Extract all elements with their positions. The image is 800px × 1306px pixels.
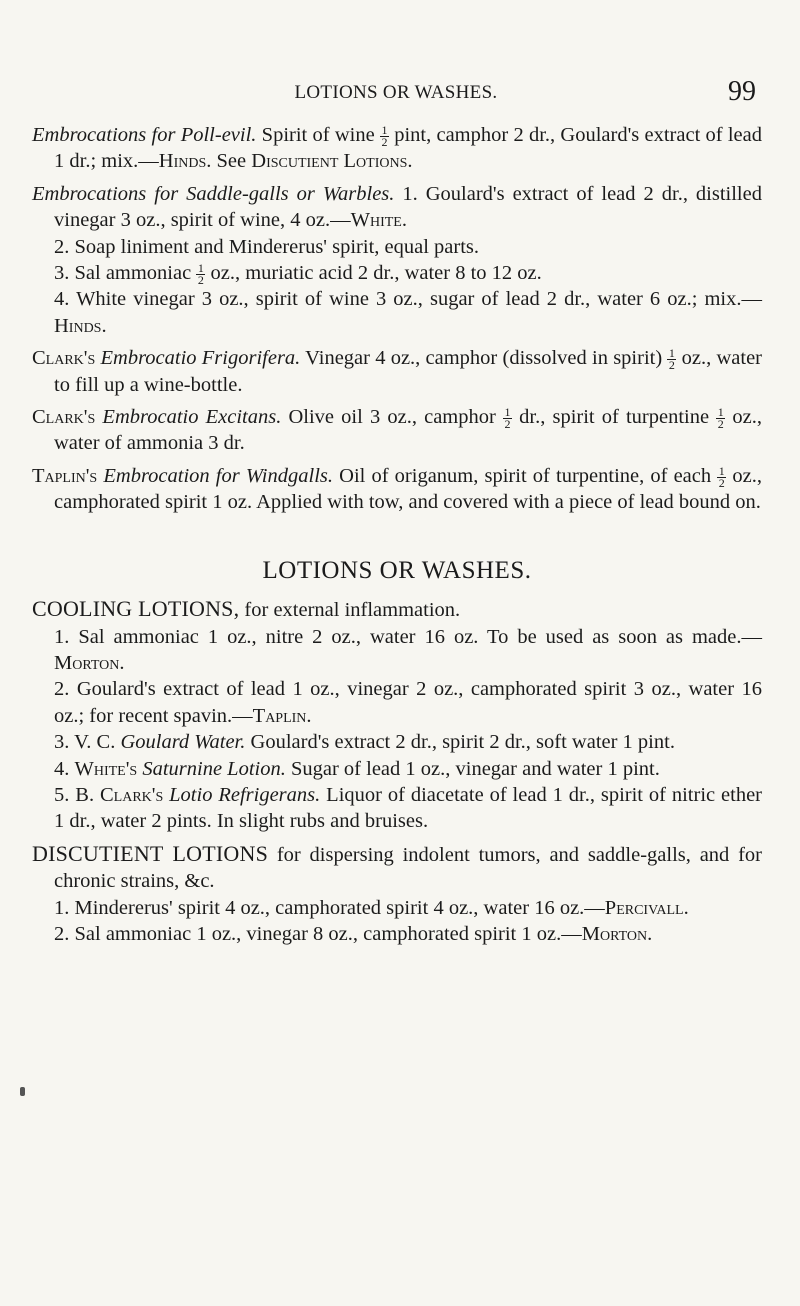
author: Percivall xyxy=(604,896,684,919)
entry-text: Vinegar 4 oz., camphor (dissolved in spirit) xyxy=(300,347,668,370)
entry-text: Olive oil 3 oz., camphor xyxy=(281,406,503,429)
ink-speck xyxy=(20,1087,25,1096)
entry-text: for dispersing indolent tumors, and saddle-galls, and for chronic strains, &c. xyxy=(54,843,762,893)
cooling-item-1: 1. Sal ammoniac 1 oz., nitre 2 oz., water 16 oz. To be used as soon as made.—Morton. xyxy=(54,625,762,674)
entry-text: . xyxy=(401,209,407,232)
entry-text: pint, camphor 2 dr., Goulard's extract of lead 1 dr.; mix.— xyxy=(54,124,763,173)
discutient-item-1: 1. Mindererus' spirit 4 oz., camphorated spirit 4 oz., water 16 oz.—Percivall. xyxy=(54,896,689,919)
owner: White's xyxy=(74,757,138,780)
cross-reference: Discutient Lotions xyxy=(251,150,408,173)
cooling-item-2: 2. Goulard's extract of lead 1 oz., vinegar 2 oz., camphorated spirit 3 oz., water 16 oz.; for recent spavin.—Taplin. xyxy=(54,678,762,727)
page-number: 99 xyxy=(728,76,756,107)
author: White xyxy=(350,209,402,232)
entry-frigorifera xyxy=(32,345,762,398)
entry-text: Oil of origanum, spirit of turpentine, of each xyxy=(333,464,718,487)
entry-text: dr., spirit of turpentine xyxy=(511,406,717,429)
entry-title: Embrocations for Saddle-galls or Warbles. xyxy=(32,182,395,205)
entry-subitem: 3. Sal ammoniac $\frac{1}{2}$ oz., muriatic acid 2 dr., water 8 to 12 oz. xyxy=(54,260,542,287)
cooling-item-5: 5. B. Clark's Lotio Refrigerans. Liquor of diacetate of lead 1 dr., spirit of nitric ether 1 dr., water 2 pints. In slight rubs and bruises. xyxy=(54,783,762,833)
item-title: Goulard Water. xyxy=(120,731,246,754)
entry-title: Embrocatio Excitans. xyxy=(102,406,282,429)
author: Morton xyxy=(581,922,648,945)
owner: Clark's xyxy=(32,406,96,429)
section-heading: LOTIONS OR WASHES. xyxy=(262,556,532,584)
entry-title: Embrocations for Poll-evil. xyxy=(32,124,257,146)
discutient-lotions-head: DISCUTIENT LOTIONS xyxy=(32,840,269,866)
entry-title: Embrocation for Windgalls. xyxy=(103,464,333,487)
entry-saddle-galls xyxy=(32,181,762,234)
entry-text: 1. Goulard's extract of lead 2 dr., distilled vinegar 3 oz., spirit of wine, 4 oz.— xyxy=(54,182,762,232)
cooling-item-3: 3. V. C. Goulard Water. Goulard's extract 2 dr., spirit 2 dr., soft water 1 pint. xyxy=(54,731,675,754)
entry-windgalls xyxy=(32,463,762,516)
item-title: Lotio Refrigerans. xyxy=(169,783,321,806)
fraction: $\frac{1}{2}$ xyxy=(197,260,204,287)
cooling-lotions-head: COOLING LOTIONS, xyxy=(32,596,240,622)
entry-text: oz., water to fill up a wine-bottle. xyxy=(54,347,763,396)
fraction: $\frac{1}{2}$ xyxy=(717,404,724,431)
fraction: $\frac{1}{2}$ xyxy=(504,404,511,431)
entry-subitem: 2. Soap liniment and Mindererus' spirit, equal parts. xyxy=(54,235,480,258)
cooling-lotions-intro xyxy=(32,596,762,623)
entry-excitans xyxy=(32,404,762,457)
author: Morton xyxy=(54,651,120,674)
discutient-lotions-intro xyxy=(32,841,762,895)
owner: Clark's xyxy=(32,347,96,370)
entry-poll-evil xyxy=(32,122,762,175)
owner: Taplin's xyxy=(32,464,98,487)
author: Taplin xyxy=(252,704,307,727)
entry-text: . See xyxy=(206,150,252,173)
fraction: $\frac{1}{2}$ xyxy=(718,463,725,490)
entry-text: Spirit of wine xyxy=(256,124,380,146)
fraction: $\frac{1}{2}$ xyxy=(668,346,675,373)
owner: Clark's xyxy=(99,783,164,806)
page-header xyxy=(36,76,756,108)
discutient-item-2: 2. Sal ammoniac 1 oz., vinegar 8 oz., camphorated spirit 1 oz.—Morton. xyxy=(54,922,653,945)
entry-subitem: 4. White vinegar 3 oz., spirit of wine 3 oz., sugar of lead 2 dr., water 6 oz.; mix.—Hinds. xyxy=(54,288,762,337)
author: Hinds xyxy=(54,314,102,337)
entry-title: Embrocatio Frigorifera. xyxy=(100,347,301,370)
fraction: $\frac{1}{2}$ xyxy=(381,122,388,149)
item-title: Saturnine Lotion. xyxy=(142,757,286,780)
entry-text: oz., water of ammonia 3 dr. xyxy=(54,406,763,455)
body-text xyxy=(32,122,762,947)
entry-text: for external inflammation. xyxy=(239,599,461,622)
running-title: LOTIONS OR WASHES. xyxy=(294,82,498,103)
author: Hinds xyxy=(158,150,207,173)
cooling-item-4: 4. White's Saturnine Lotion. Sugar of lead 1 oz., vinegar and water 1 pint. xyxy=(54,757,660,780)
entry-text: oz., camphorated spirit 1 oz. Applied with tow, and covered with a piece of lead bound on. xyxy=(54,464,763,514)
entry-text: . xyxy=(407,150,413,173)
